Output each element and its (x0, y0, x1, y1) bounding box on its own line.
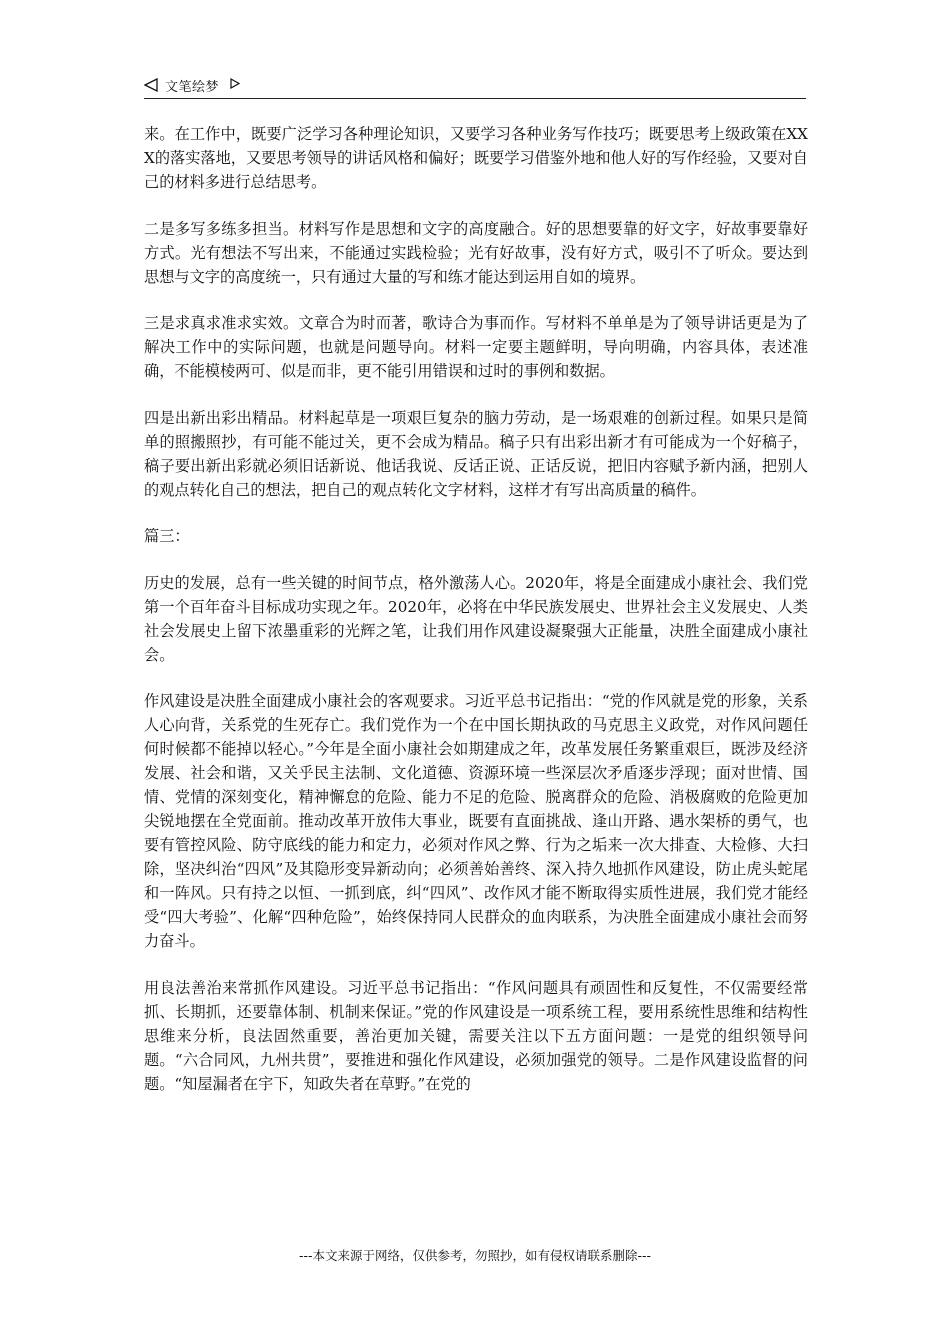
paragraph: 用良法善治来常抓作风建设。习近平总书记指出：“作风问题具有顽固性和反复性，不仅需要经常抓、长期抓，还要靠体制、机制来保证。”党的作风建设是一项系统工程，要用系统性思维和结构性思维来分析，良法固然重要，善治更加关键，需要关注以下五方面问题：一是党的组织领导问题。“六合同风，九州共贯”，要推进和强化作风建设，必须加强党的领导。二是作风建设监督的问题。“知屋漏者在宇下，知政失者在草野。”在党的 (144, 978, 808, 1093)
paragraph: 作风建设是决胜全面建成小康社会的客观要求。习近平总书记指出：“党的作风就是党的形象，关系人心向背，关系党的生死存亡。我们党作为一个在中国长期执政的马克思主义政党，对作风问题任何时候都不能掉以轻心。”今年是全面小康社会如期建成之年，改革发展任务繁重艰巨，既涉及经济发展、社会和谐，又关乎民主法制、文化道德、资源环境一些深层次矛盾逐步浮现；面对世情、国情、党情的深刻变化，精神懈怠的危险、能力不足的危险、脱离群众的危险、消极腐败的危险更加尖锐地摆在全党面前。推动改革开放伟大事业，既要有直面挑战、逢山开路、遇水架桥的勇气，也要有管控风险、防守底线的能力和定力，必须对作风之弊、行为之垢来一次大排查、大检修、大扫除，坚决纠治“四风”及其隐形变异新动向；必须善始善终、深入持久地抓作风建设，防止虎头蛇尾和一阵风。只有持之以恒、一抓到底，纠“四风”、改作风才能不断取得实质性进展，我们党才能经受“四大考验”、化解“四种危险”，始终保持同人民群众的血肉联系，为决胜全面建成小康社会而努力奋斗。 (144, 692, 808, 950)
section-heading: 篇三： (144, 527, 190, 545)
footer-notice: ---本文来源于网络，仅供参考，勿照抄，如有侵权请联系删除--- (298, 1248, 652, 1263)
document-body (144, 122, 808, 1118)
right-triangle-icon (230, 78, 240, 89)
paragraph: 四是出新出彩出精品。材料起草是一项艰巨复杂的脑力劳动，是一场艰难的创新过程。如果只是简单的照搬照抄，有可能不能过关，更不会成为精品。稿子只有出彩出新才有可能成为一个好稿子，稿子要出新出彩就必须旧话新说、他话我说、反话正说、正话反说，把旧内容赋予新内涵，把别人的观点转化自己的想法，把自己的观点转化文字材料，这样才有写出高质量的稿件。 (144, 408, 808, 499)
page-header (144, 74, 806, 99)
paragraph: 历史的发展，总有一些关键的时间节点，格外激荡人心。2020年，将是全面建成小康社会、我们党第一个百年奋斗目标成功实现之年。2020年，必将在中华民族发展史、世界社会主义发展史、人类社会发展史上留下浓墨重彩的光辉之笔，让我们用作风建设凝聚强大正能量，决胜全面建成小康社会。 (144, 573, 808, 664)
paragraph: 二是多写多练多担当。材料写作是思想和文字的高度融合。好的思想要靠的好文字，好故事要靠好方式。光有想法不写出来，不能通过实践检验；光有好故事，没有好方式，吸引不了听众。要达到思想与文字的高度统一，只有通过大量的写和练才能达到运用自如的境界。 (144, 219, 808, 286)
header-brand: 文笔绘梦 (165, 80, 220, 95)
paragraph: 来。在工作中，既要广泛学习各种理论知识，又要学习各种业务写作技巧；既要思考上级政策在XXX的落实落地，又要思考领导的讲话风格和偏好；既要学习借鉴外地和他人好的写作经验，又要对自己的材料多进行总结思考。 (144, 125, 808, 191)
paragraph: 三是求真求准求实效。文章合为时而著，歌诗合为事而作。写材料不单单是为了领导讲话更是为了解决工作中的实际问题，也就是问题导向。材料一定要主题鲜明，导向明确，内容具体，表述准确，不能模棱两可、似是而非，更不能引用错误和过时的事例和数据。 (144, 314, 808, 380)
left-triangle-icon (144, 78, 158, 92)
